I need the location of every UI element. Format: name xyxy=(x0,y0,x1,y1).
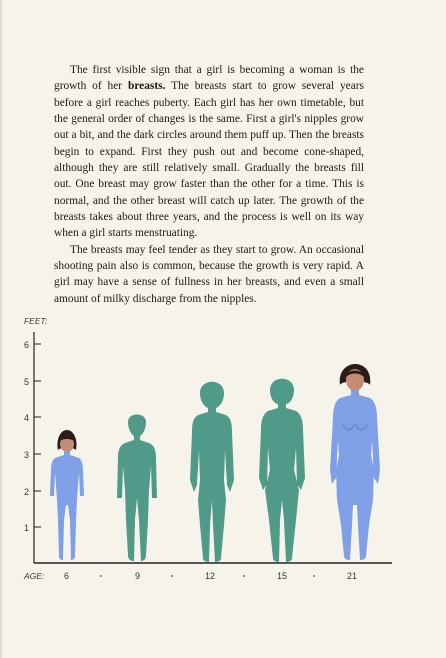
y-tick-5 xyxy=(24,377,41,387)
svg-text:2: 2 xyxy=(24,487,30,497)
feet-axis-label: FEET: xyxy=(24,317,48,326)
age-label-21: 21 xyxy=(347,571,358,581)
age-label-15: 15 xyxy=(277,571,288,581)
age-label-12: 12 xyxy=(205,571,216,581)
separator-dot xyxy=(171,575,173,577)
age-label-9: 9 xyxy=(135,571,141,581)
svg-text:6: 6 xyxy=(24,340,30,350)
age-label-6: 6 xyxy=(64,571,70,581)
y-tick-6 xyxy=(24,340,41,350)
svg-text:4: 4 xyxy=(24,413,30,423)
woman-age-21-figure xyxy=(330,364,380,560)
svg-text:1: 1 xyxy=(24,523,30,533)
separator-dot xyxy=(100,575,102,577)
separator-dot xyxy=(243,575,245,577)
separator-dot xyxy=(313,575,315,577)
svg-text:3: 3 xyxy=(24,450,30,460)
girl-age-9-silhouette xyxy=(117,415,157,562)
paragraph-2: The breasts may feel tender as they start to grow. An occasional shooting pain also is common, because the growth is very rapid. A girl may have a sense of fullness in her breasts, and even a small amount of milky discharge from the nipples. xyxy=(54,243,364,305)
svg-text:5: 5 xyxy=(24,377,30,387)
girl-age-15-silhouette xyxy=(259,379,305,562)
paragraph-1-text: The first visible sign that a girl is becoming a woman is the growth of her xyxy=(54,64,364,93)
y-tick-3 xyxy=(24,450,41,460)
y-tick-4 xyxy=(24,413,41,423)
paragraph-1-text-cont: The breasts start to grow several years before a girl reaches puberty. Each girl has her own timetable, but the general order of changes is the same. First a girl's nipples grow out a bit, and the dark circles around them puff up. Then the breasts begin to expand. First they push out and become cone-shaped, although they are still relatively small. Gradually the breasts fill out. One breast may grow faster than the other for a time. This is normal, and the other breast will catch up later. The growth of the breasts takes about three years, and the process is well on its way when a girl starts menstruating. xyxy=(54,80,364,240)
y-tick-2 xyxy=(24,487,41,497)
girl-age-6-figure xyxy=(50,430,84,560)
growth-figure xyxy=(0,316,446,658)
paragraph-1 xyxy=(54,62,364,242)
girl-age-12-silhouette xyxy=(190,382,234,562)
y-tick-1 xyxy=(24,523,41,533)
body-text xyxy=(54,62,364,307)
age-axis-label: AGE: xyxy=(24,571,45,581)
breasts-term: breasts. xyxy=(127,80,166,93)
